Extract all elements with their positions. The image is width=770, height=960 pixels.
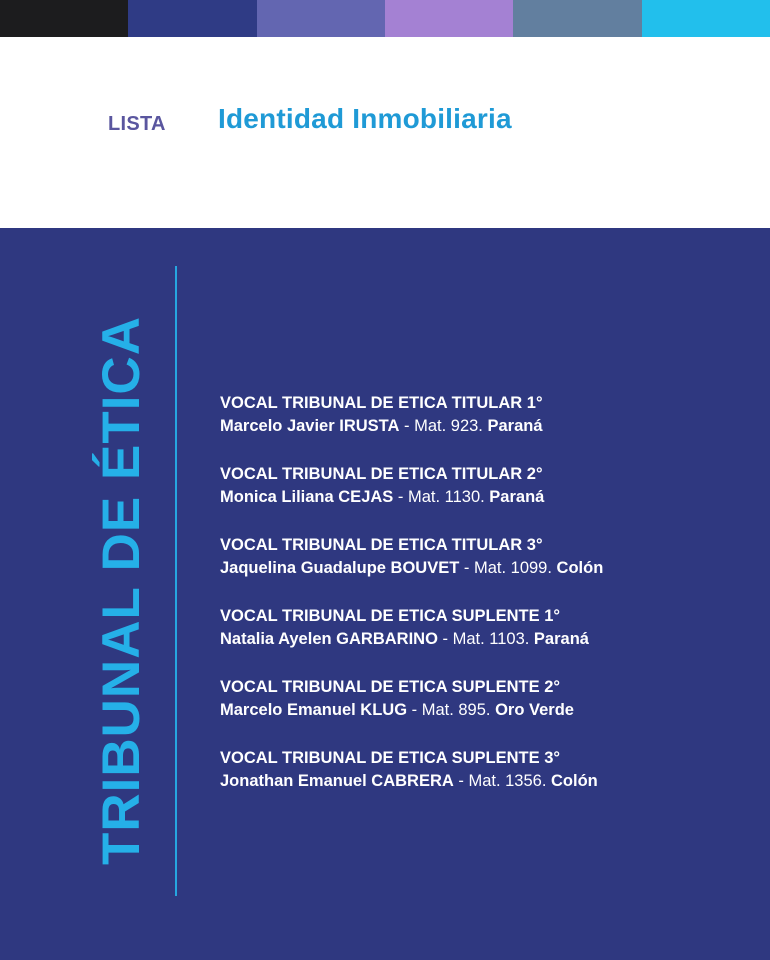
member-registration: - Mat. 1099.	[459, 559, 557, 577]
member-role: VOCAL TRIBUNAL DE ETICA SUPLENTE 1°	[220, 607, 560, 625]
party-name: Identidad Inmobiliaria	[218, 103, 512, 134]
vertical-divider	[175, 266, 177, 896]
member-city: Paraná	[489, 488, 545, 506]
member-name: Monica Liliana CEJAS	[220, 488, 394, 506]
color-stripe-segment	[257, 0, 385, 37]
list-item	[220, 392, 740, 463]
member-details	[220, 770, 740, 793]
member-role: VOCAL TRIBUNAL DE ETICA TITULAR 1°	[220, 394, 543, 412]
member-role: VOCAL TRIBUNAL DE ETICA SUPLENTE 2°	[220, 678, 560, 696]
member-details	[220, 699, 740, 722]
color-stripe-bar	[0, 0, 770, 37]
member-registration: - Mat. 1130.	[393, 488, 490, 506]
member-registration: - Mat. 1356.	[453, 772, 551, 790]
member-city: Colón	[556, 559, 604, 577]
list-item	[220, 605, 740, 676]
list-item	[220, 676, 740, 747]
member-details	[220, 486, 740, 509]
member-registration: - Mat. 923.	[399, 417, 488, 435]
member-role: VOCAL TRIBUNAL DE ETICA TITULAR 3°	[220, 536, 543, 554]
lista-label: LISTA	[108, 113, 166, 135]
member-city: Oro Verde	[495, 701, 574, 719]
color-stripe-segment	[128, 0, 256, 37]
color-stripe-segment	[0, 0, 128, 37]
member-name: Natalia Ayelen GARBARINO	[220, 630, 438, 648]
member-name: Jaquelina Guadalupe BOUVET	[220, 559, 460, 577]
member-details	[220, 557, 740, 580]
color-stripe-segment	[385, 0, 513, 37]
member-role: VOCAL TRIBUNAL DE ETICA TITULAR 2°	[220, 465, 543, 483]
list-item	[220, 463, 740, 534]
member-name: Marcelo Javier IRUSTA	[220, 417, 400, 435]
list-item	[220, 534, 740, 605]
member-name: Marcelo Emanuel KLUG	[220, 701, 408, 719]
member-details	[220, 415, 740, 438]
color-stripe-segment	[513, 0, 641, 37]
member-city: Paraná	[533, 630, 589, 648]
list-item	[220, 747, 740, 818]
member-details	[220, 628, 740, 651]
member-city: Paraná	[487, 417, 543, 435]
vertical-section-title: TRIBUNAL DE ÉTICA	[92, 316, 151, 865]
member-name: Jonathan Emanuel CABRERA	[220, 772, 454, 790]
member-list	[220, 392, 740, 818]
member-city: Colón	[551, 772, 598, 790]
member-registration: - Mat. 1103.	[437, 630, 534, 648]
color-stripe-segment	[642, 0, 770, 37]
member-registration: - Mat. 895.	[407, 701, 496, 719]
member-role: VOCAL TRIBUNAL DE ETICA SUPLENTE 3°	[220, 749, 560, 767]
